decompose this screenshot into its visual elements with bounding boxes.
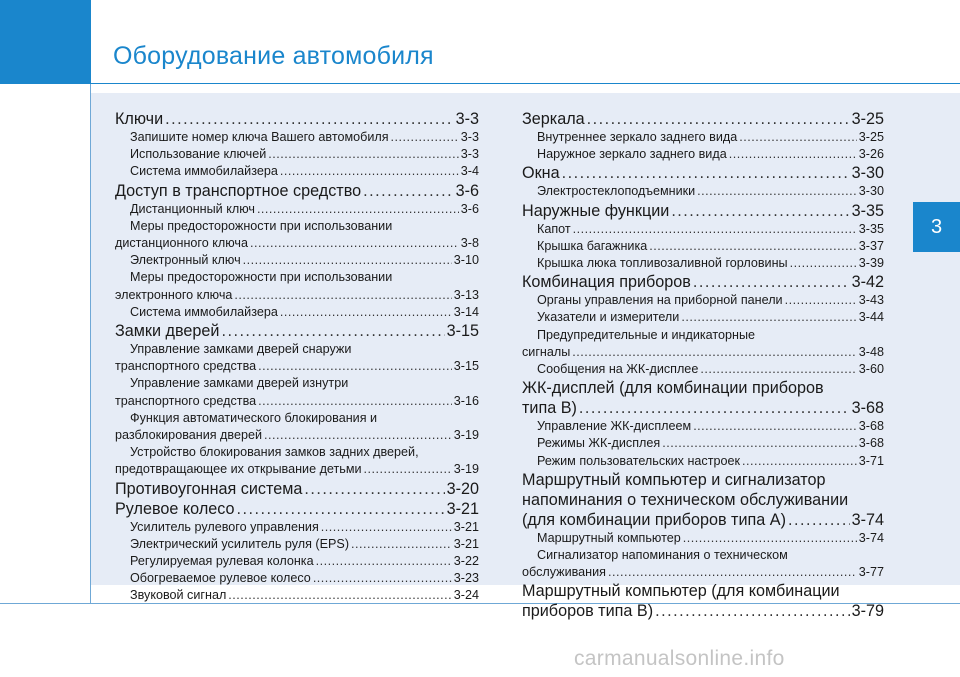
- dot-leader: [742, 453, 857, 470]
- dot-leader: [562, 163, 850, 183]
- toc-entry[interactable]: [522, 361, 884, 378]
- toc-entry-page: 3-3: [460, 147, 479, 162]
- dot-leader: [250, 235, 459, 252]
- toc-entry-title: Маршрутный компьютер: [537, 530, 681, 545]
- toc-entry-page: 3-77: [858, 565, 884, 580]
- toc-entry[interactable]: [115, 218, 479, 252]
- toc-entry[interactable]: [115, 129, 479, 146]
- toc-entry-title: Электронный ключ: [130, 253, 241, 268]
- dot-leader: [304, 479, 444, 499]
- toc-entry-title: Органы управления на приборной панели: [537, 293, 783, 308]
- dot-leader: [364, 461, 452, 478]
- dot-leader: [391, 129, 459, 146]
- toc-entry[interactable]: [522, 309, 884, 326]
- dot-leader: [671, 201, 849, 221]
- toc-entry-page: 3-26: [858, 147, 884, 162]
- toc-entry-title: Использование ключей: [130, 147, 267, 162]
- toc-entry-title-line: напоминания о техническом обслуживании: [522, 490, 849, 509]
- toc-entry-page: 3-21: [453, 519, 479, 534]
- dot-leader: [790, 255, 857, 272]
- chapter-tab[interactable]: 3: [913, 202, 960, 252]
- toc-entry-page: 3-30: [851, 164, 884, 183]
- toc-entry-page: 3-39: [858, 256, 884, 271]
- toc-entry-title: Управление ЖК-дисплеем: [537, 419, 692, 434]
- dot-leader: [693, 272, 850, 292]
- toc-entry-page: 3-14: [453, 304, 479, 319]
- toc-column-left: [115, 109, 479, 605]
- toc-entry-title: Режимы ЖК-дисплея: [537, 436, 661, 451]
- toc-entry-title: Рулевое колесо: [115, 499, 235, 518]
- toc-entry-page: 3-48: [858, 344, 884, 359]
- toc-entry-page: 3-19: [453, 428, 479, 443]
- toc-entry-page: 3-68: [858, 419, 884, 434]
- toc-entry-page: 3-25: [851, 110, 884, 128]
- dot-leader: [693, 418, 857, 435]
- toc-entry[interactable]: [115, 109, 479, 129]
- toc-entry-page: 3-24: [453, 588, 479, 603]
- toc-entry-title-line: Маршрутный компьютер (для комбинации: [522, 582, 840, 601]
- toc-entry[interactable]: [115, 444, 479, 478]
- toc-entry-title: Зеркала: [522, 110, 585, 128]
- toc-entry-title: Система иммобилайзера: [130, 304, 278, 319]
- toc-entry-page: 3-22: [453, 554, 479, 569]
- toc-entry-title-line: Управление замками дверей снаружи: [130, 342, 352, 357]
- toc-entry-title: Дистанционный ключ: [130, 201, 255, 216]
- toc-entry-page: 3-74: [851, 510, 884, 529]
- dot-leader: [228, 587, 451, 604]
- toc-entry-title-line: Функция автоматического блокирования и: [130, 410, 378, 425]
- toc-entry-page: 3-35: [858, 221, 884, 236]
- dot-leader: [264, 427, 452, 444]
- dot-leader: [351, 536, 452, 553]
- dot-leader: [363, 181, 453, 201]
- toc-entry-title: Наружное зеркало заднего вида: [537, 147, 727, 162]
- toc-entry-title: Указатели и измерители: [537, 310, 680, 325]
- toc-entry-title: Доступ в транспортное средство: [115, 181, 362, 200]
- toc-entry[interactable]: [522, 435, 884, 452]
- toc-entry-title: (для комбинации приборов типа A): [522, 510, 786, 529]
- dot-leader: [257, 201, 459, 218]
- toc-entry-title: Система иммобилайзера: [130, 164, 278, 179]
- toc-entry-page: 3-74: [858, 530, 884, 545]
- toc-entry[interactable]: [522, 272, 884, 292]
- toc-entry-title: Режим пользовательских настроек: [537, 453, 740, 468]
- toc-entry[interactable]: [522, 530, 884, 547]
- toc-entry-title-line: ЖК-дисплей (для комбинации приборов: [522, 379, 824, 398]
- toc-entry-title: Замки дверей: [115, 322, 220, 341]
- dot-leader: [579, 398, 850, 418]
- toc-entry[interactable]: [115, 304, 479, 321]
- toc-entry-page: 3-60: [858, 362, 884, 377]
- dot-leader: [788, 510, 850, 530]
- toc-entry-page: 3-20: [446, 479, 479, 498]
- toc-entry-title: электронного ключа: [115, 287, 233, 302]
- toc-entry[interactable]: [115, 201, 479, 218]
- toc-entry-page: 3-25: [858, 130, 884, 144]
- toc-entry-page: 3-35: [851, 201, 884, 220]
- toc-entry-title: Капот: [537, 221, 571, 236]
- dot-leader: [608, 564, 857, 581]
- toc-entry[interactable]: [115, 375, 479, 409]
- toc-column-right: [522, 109, 884, 621]
- dot-leader: [280, 304, 452, 321]
- toc-entry-title: транспортного средства: [115, 393, 257, 408]
- toc-entry-page: 3-16: [453, 393, 479, 408]
- toc-entry-page: 3-8: [460, 236, 479, 251]
- toc-entry-page: 3-43: [858, 293, 884, 308]
- toc-entry[interactable]: [522, 163, 884, 183]
- header-corner-block: [0, 0, 91, 84]
- toc-entry-page: 3-79: [851, 602, 884, 621]
- toc-entry-title: Комбинация приборов: [522, 273, 691, 292]
- toc-entry-page: 3-10: [453, 253, 479, 268]
- header-rule: [91, 83, 960, 84]
- toc-entry[interactable]: [522, 221, 884, 238]
- toc-entry-title-line: Управление замками дверей изнутри: [130, 376, 349, 391]
- toc-entry-title: Звуковой сигнал: [130, 588, 227, 603]
- toc-entry-title: типа B): [522, 399, 577, 418]
- toc-entry[interactable]: [522, 201, 884, 221]
- dot-leader: [321, 519, 452, 536]
- toc-entry-page: 3-3: [455, 110, 479, 128]
- dot-leader: [681, 309, 856, 326]
- toc-entry-title: приборов типа B): [522, 602, 654, 621]
- toc-entry[interactable]: [522, 327, 884, 361]
- dot-leader: [785, 292, 857, 309]
- dot-leader: [316, 553, 452, 570]
- toc-entry-page: 3-21: [453, 536, 479, 551]
- toc-entry-title-line: Сигнализатор напоминания о техническом: [537, 548, 788, 563]
- toc-entry[interactable]: [522, 470, 884, 530]
- toc-entry-page: 3-37: [858, 238, 884, 253]
- toc-entry[interactable]: [522, 129, 884, 146]
- dot-leader: [572, 344, 856, 361]
- toc-entry-title: предотвращающее их открывание детьми: [115, 462, 362, 477]
- toc-entry-page: 3-21: [446, 499, 479, 518]
- toc-entry-title: разблокирования дверей: [115, 428, 262, 443]
- toc-entry-page: 3-3: [460, 130, 479, 144]
- toc-entry-title-line: Маршрутный компьютер и сигнализатор: [522, 470, 826, 489]
- toc-entry[interactable]: [522, 418, 884, 435]
- dot-leader: [683, 530, 857, 547]
- toc-entry-page: 3-15: [453, 359, 479, 374]
- toc-entry-title: обслуживания: [522, 565, 606, 580]
- dot-leader: [662, 435, 857, 452]
- dot-leader: [258, 358, 452, 375]
- toc-entry-page: 3-6: [455, 181, 479, 200]
- toc-entry-title: Сообщения на ЖК-дисплее: [537, 362, 699, 377]
- toc-entry-page: 3-68: [858, 436, 884, 451]
- toc-entry[interactable]: [115, 570, 479, 587]
- dot-leader: [700, 361, 856, 378]
- dot-leader: [221, 321, 444, 341]
- toc-entry[interactable]: [115, 163, 479, 180]
- toc-entry-title: дистанционного ключа: [115, 236, 248, 251]
- dot-leader: [697, 183, 857, 200]
- toc-entry-page: 3-71: [858, 453, 884, 468]
- toc-entry[interactable]: [115, 252, 479, 269]
- toc-entry-title: Внутреннее зеркало заднего вида: [537, 130, 738, 144]
- toc-entry-title-line: Предупредительные и индикаторные: [537, 327, 756, 342]
- toc-entry-page: 3-68: [851, 399, 884, 418]
- toc-entry[interactable]: [522, 146, 884, 163]
- toc-entry[interactable]: [115, 479, 479, 499]
- dot-leader: [729, 146, 857, 163]
- toc-entry-title: Запишите номер ключа Вашего автомобиля: [130, 130, 389, 144]
- toc-entry-title: Электростеклоподъемники: [537, 184, 696, 199]
- toc-entry-page: 3-15: [446, 322, 479, 341]
- toc-entry-page: 3-19: [453, 462, 479, 477]
- toc-entry-page: 3-30: [858, 184, 884, 199]
- dot-leader: [649, 238, 857, 255]
- toc-entry-title: Регулируемая рулевая колонка: [130, 554, 314, 569]
- page-title: Оборудование автомобиля: [113, 42, 434, 70]
- toc-entry-title: Усилитель рулевого управления: [130, 519, 319, 534]
- toc-entry-title-line: Меры предосторожности при использовании: [130, 218, 393, 233]
- watermark: carmanualsonline.info: [574, 647, 785, 670]
- toc-entry[interactable]: [115, 410, 479, 444]
- dot-leader: [280, 163, 459, 180]
- toc-entry-title: Электрический усилитель руля (EPS): [130, 536, 350, 551]
- toc-entry[interactable]: [522, 292, 884, 309]
- dot-leader: [243, 252, 452, 269]
- toc-entry-title: Крышка багажника: [537, 238, 648, 253]
- toc-entry-title: сигналы: [522, 344, 571, 359]
- dot-leader: [234, 287, 451, 304]
- toc-entry-title: Окна: [522, 164, 560, 183]
- toc-entry[interactable]: [115, 341, 479, 375]
- dot-leader: [165, 109, 453, 129]
- dot-leader: [573, 221, 857, 238]
- toc-entry[interactable]: [115, 146, 479, 163]
- toc-entry-title: Противоугонная система: [115, 479, 303, 498]
- toc-entry[interactable]: [522, 183, 884, 200]
- dot-leader: [313, 570, 452, 587]
- toc-entry-title: Ключи: [115, 110, 164, 128]
- toc-entry[interactable]: [115, 269, 479, 303]
- dot-leader: [237, 499, 445, 519]
- toc-entry[interactable]: [522, 238, 884, 255]
- toc-entry-title: транспортного средства: [115, 359, 257, 374]
- toc-entry-page: 3-23: [453, 571, 479, 586]
- toc-entry-title-line: Меры предосторожности при использовании: [130, 270, 393, 285]
- toc-entry[interactable]: [115, 587, 479, 604]
- toc-entry-title: Обогреваемое рулевое колесо: [130, 571, 311, 586]
- dot-leader: [655, 601, 849, 621]
- dot-leader: [258, 393, 452, 410]
- toc-entry-title-line: Устройство блокирования замков задних дверей,: [130, 445, 419, 460]
- toc-entry[interactable]: [115, 499, 479, 519]
- toc-entry[interactable]: [522, 255, 884, 272]
- toc-entry[interactable]: [522, 378, 884, 418]
- toc-entry[interactable]: [115, 553, 479, 570]
- toc-entry-page: 3-44: [858, 310, 884, 325]
- toc-entry-page: 3-6: [460, 201, 479, 216]
- toc-entry-page: 3-13: [453, 287, 479, 302]
- toc-entry-page: 3-42: [851, 273, 884, 292]
- toc-entry[interactable]: [522, 453, 884, 470]
- dot-leader: [739, 129, 857, 146]
- dot-leader: [587, 109, 850, 129]
- toc-entry[interactable]: [115, 321, 479, 341]
- toc-entry[interactable]: [115, 536, 479, 553]
- toc-entry[interactable]: [115, 519, 479, 536]
- toc-entry-page: 3-4: [460, 164, 479, 179]
- toc-entry[interactable]: [522, 547, 884, 581]
- dot-leader: [268, 146, 459, 163]
- toc-entry[interactable]: [115, 181, 479, 201]
- toc-entry[interactable]: [522, 581, 884, 621]
- toc-entry[interactable]: [522, 109, 884, 129]
- toc-entry-title: Наружные функции: [522, 201, 670, 220]
- toc-entry-title: Крышка люка топливозаливной горловины: [537, 256, 788, 271]
